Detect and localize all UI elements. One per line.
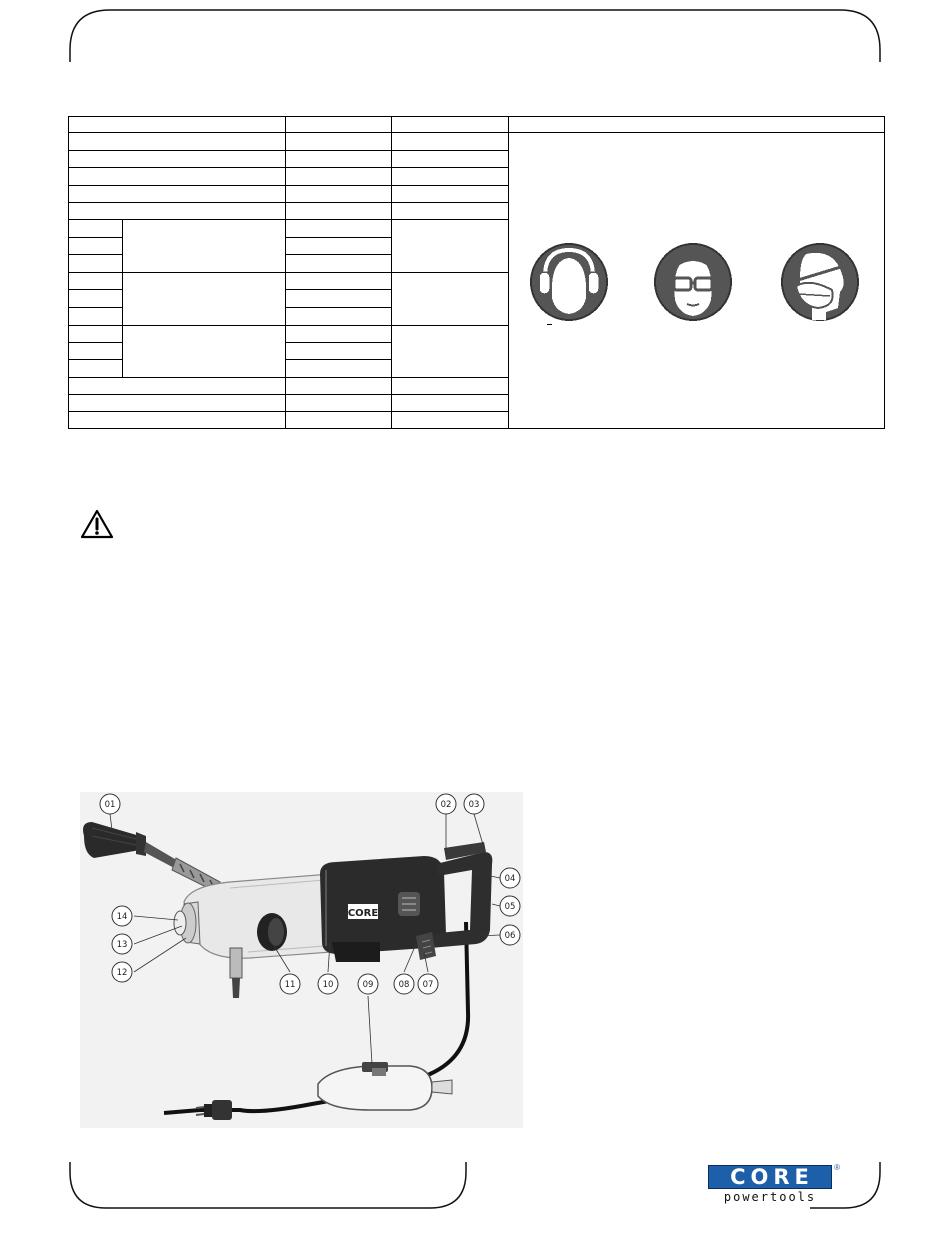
callout-03: 03 <box>468 800 480 810</box>
dust-mask-icon <box>782 244 858 320</box>
callout-12: 12 <box>116 968 128 978</box>
callout-06: 06 <box>504 931 516 941</box>
brand-logo <box>708 1163 840 1205</box>
warning-triangle-icon <box>80 508 114 540</box>
logo-subtitle: powertools <box>723 1190 817 1204</box>
logo-box <box>708 1163 840 1189</box>
callout-05: 05 <box>504 902 516 912</box>
callout-02: 02 <box>440 800 452 810</box>
callout-07: 07 <box>422 980 434 990</box>
specification-table <box>68 116 885 429</box>
callout-14: 14 <box>116 912 128 922</box>
ear-protection-icon <box>531 244 607 320</box>
callout-04: 04 <box>504 874 516 884</box>
badge-text: CORE <box>347 908 379 919</box>
callout-10: 10 <box>322 980 334 990</box>
callout-01: 01 <box>104 800 116 810</box>
safety-goggles-icon <box>655 244 731 320</box>
callout-09: 09 <box>362 980 374 990</box>
callout-13: 13 <box>116 940 128 950</box>
callout-11: 11 <box>284 980 296 990</box>
callout-08: 08 <box>398 980 410 990</box>
logo-wordmark: CORE <box>730 1164 814 1189</box>
drill-illustration <box>80 792 523 1128</box>
registered-mark: ® <box>834 1163 840 1172</box>
